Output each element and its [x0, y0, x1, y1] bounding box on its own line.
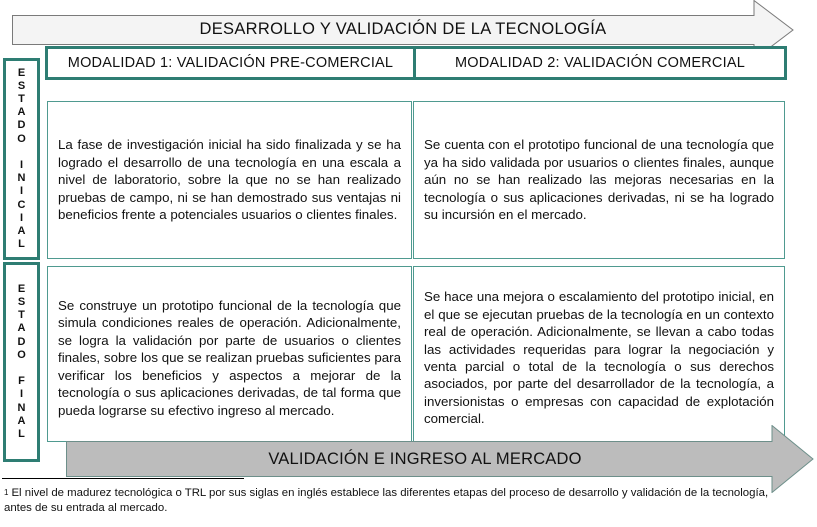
row-label-letter: O — [17, 348, 26, 361]
column-header-label: MODALIDAD 1: VALIDACIÓN PRE-COMERCIAL — [67, 55, 394, 71]
row-label-letter: I — [19, 159, 24, 171]
cell-final-modalidad-1 — [47, 266, 412, 442]
row-label-letter: T — [18, 309, 25, 322]
row-label-letter: N — [17, 172, 26, 185]
row-label-letter: A — [17, 414, 26, 427]
row-label-letter: I — [19, 388, 24, 401]
cell-text: Se construye un prototipo funcional de la tecnología que simula condiciones reales de operación. Adicionalmente, se logra la validación por parte de usuarios o clientes finales, sobre los que se realizan pruebas suficientes para verificar los beneficios y aspectos a mejorar de la tecnología o sus aplicaciones derivadas, de tal forma que pueda lograrse su efectivo ingreso al mercado. — [58, 298, 401, 418]
row-label-letter: O — [17, 132, 26, 145]
cell-text: Se cuenta con el prototipo funcional de una tecnología que ya ha sido validada por usuarios o clientes finales, aunque aún no se han realizado las mejoras necesarias en la tecnología o sus aplicaciones derivadas, ni se ha logrado su incursión en el mercado. — [424, 137, 774, 223]
row-label-letter: A — [17, 322, 26, 335]
row-label-letter: I — [19, 185, 24, 198]
row-label-estado-final — [3, 262, 40, 462]
row-label-letter: S — [17, 79, 26, 92]
row-label-letter: T — [18, 93, 25, 106]
cell-text: Se hace una mejora o escalamiento del prototipo inicial, en el que se ejecutan pruebas de la tecnología en un contexto real de operación. Adicionalmente, se llevan a cabo todas las actividades requeridas para lograr la negociación y venta parcial o total de la tecnología o sus derechos asociados, por parte del desarrollador de la tecnología, a inversionistas o empresas con capacidad de explotación comercial. — [424, 289, 774, 427]
footnote-text: El nivel de madurez tecnológica o TRL por sus siglas en inglés establece las diferentes etapas del proceso de desarrollo y validación de la tecnología, antes de su entrada al mercado. — [4, 487, 769, 515]
row-label-letter: F — [18, 375, 25, 388]
row-label-letter: A — [17, 224, 26, 237]
column-header-modalidad-2 — [413, 46, 787, 80]
footnote-separator — [2, 478, 244, 479]
column-header-modalidad-1 — [45, 46, 416, 80]
row-label-letter: D — [17, 119, 26, 132]
footnote-marker: 1 — [4, 488, 9, 497]
row-label-letter: C — [17, 198, 26, 211]
row-label-estado-inicial — [3, 58, 40, 260]
bottom-arrow — [66, 425, 814, 493]
column-header-label: MODALIDAD 2: VALIDACIÓN COMERCIAL — [455, 55, 745, 71]
row-label-letter: N — [17, 401, 26, 414]
row-label-letter: L — [18, 427, 25, 440]
row-label-letter: I — [19, 211, 24, 224]
cell-inicial-modalidad-2 — [413, 101, 785, 259]
cell-final-modalidad-2 — [413, 266, 785, 442]
row-label-letter: L — [18, 238, 25, 251]
row-label-letter: S — [17, 296, 26, 309]
cell-inicial-modalidad-1 — [47, 101, 412, 259]
footnote — [4, 486, 794, 517]
row-label-letter: E — [17, 282, 26, 295]
row-label-letter: E — [17, 66, 26, 79]
row-label-letter: D — [17, 335, 26, 348]
bottom-arrow-label: VALIDACIÓN E INGRESO AL MERCADO — [268, 450, 582, 468]
row-label-letter: A — [17, 106, 26, 119]
cell-text: La fase de investigación inicial ha sido finalizada y se ha logrado el desarrollo de una tecnología en una escala a nivel de laboratorio, sobre la que no se han realizado pruebas de campo, ni se han demostrado sus ventajas ni beneficios frente a potenciales usuarios o clientes finales. — [58, 137, 401, 223]
top-arrow-label: DESARROLLO Y VALIDACIÓN DE LA TECNOLOGÍA — [199, 20, 607, 38]
